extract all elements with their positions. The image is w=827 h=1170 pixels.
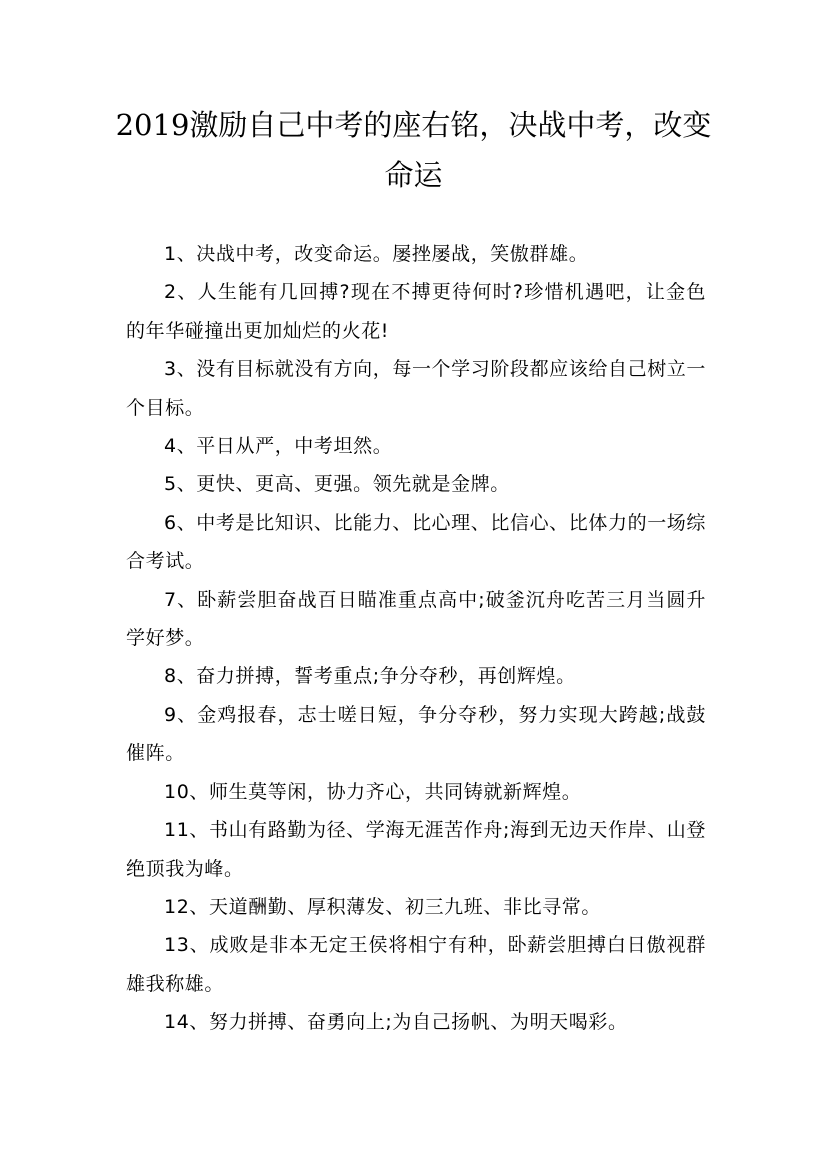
paragraph: 1、决战中考，改变命运。屡挫屡战，笑傲群雄。 xyxy=(164,243,589,265)
paragraph: 2、人生能有几回搏?现在不搏更待何时?珍惜机遇吧，让金色的年华碰撞出更加灿烂的火花! xyxy=(126,281,706,342)
paragraph: 5、更快、更高、更强。领先就是金牌。 xyxy=(164,473,510,496)
paragraph: 12、天道酬勤、厚积薄发、初三九班、非比寻常。 xyxy=(164,895,601,918)
document-title: 2019激励自己中考的座右铭，决战中考，改变命运 xyxy=(115,108,712,192)
paragraph: 11、书山有路勤为径、学海无涯苦作舟;海到无边天作岸、山登绝顶我为峰。 xyxy=(126,819,706,880)
paragraph: 9、金鸡报春，志士嗟日短，争分夺秒，努力实现大跨越;战鼓催阵。 xyxy=(126,703,706,765)
paragraph: 3、没有目标就没有方向，每一个学习阶段都应该给自己树立一个目标。 xyxy=(126,358,706,419)
paragraph: 4、平日从严，中考坦然。 xyxy=(164,435,393,458)
paragraph: 6、中考是比知识、比能力、比心理、比信心、比体力的一场综合考试。 xyxy=(126,511,706,573)
paragraph: 8、奋力拼搏，誓考重点;争分夺秒，再创辉煌。 xyxy=(164,665,576,688)
paragraph: 14、努力拼搏、奋勇向上;为自己扬帆、为明天喝彩。 xyxy=(164,1011,628,1034)
paragraph: 13、成败是非本无定王侯将相宁有种，卧薪尝胆搏白日傲视群雄我称雄。 xyxy=(126,934,706,995)
document-body xyxy=(126,235,706,1042)
paragraph: 10、师生莫等闲，协力齐心，共同铸就新辉煌。 xyxy=(164,780,582,803)
paragraph: 7、卧薪尝胆奋战百日瞄准重点高中;破釜沉舟吃苦三月当圆升学好梦。 xyxy=(126,588,706,650)
